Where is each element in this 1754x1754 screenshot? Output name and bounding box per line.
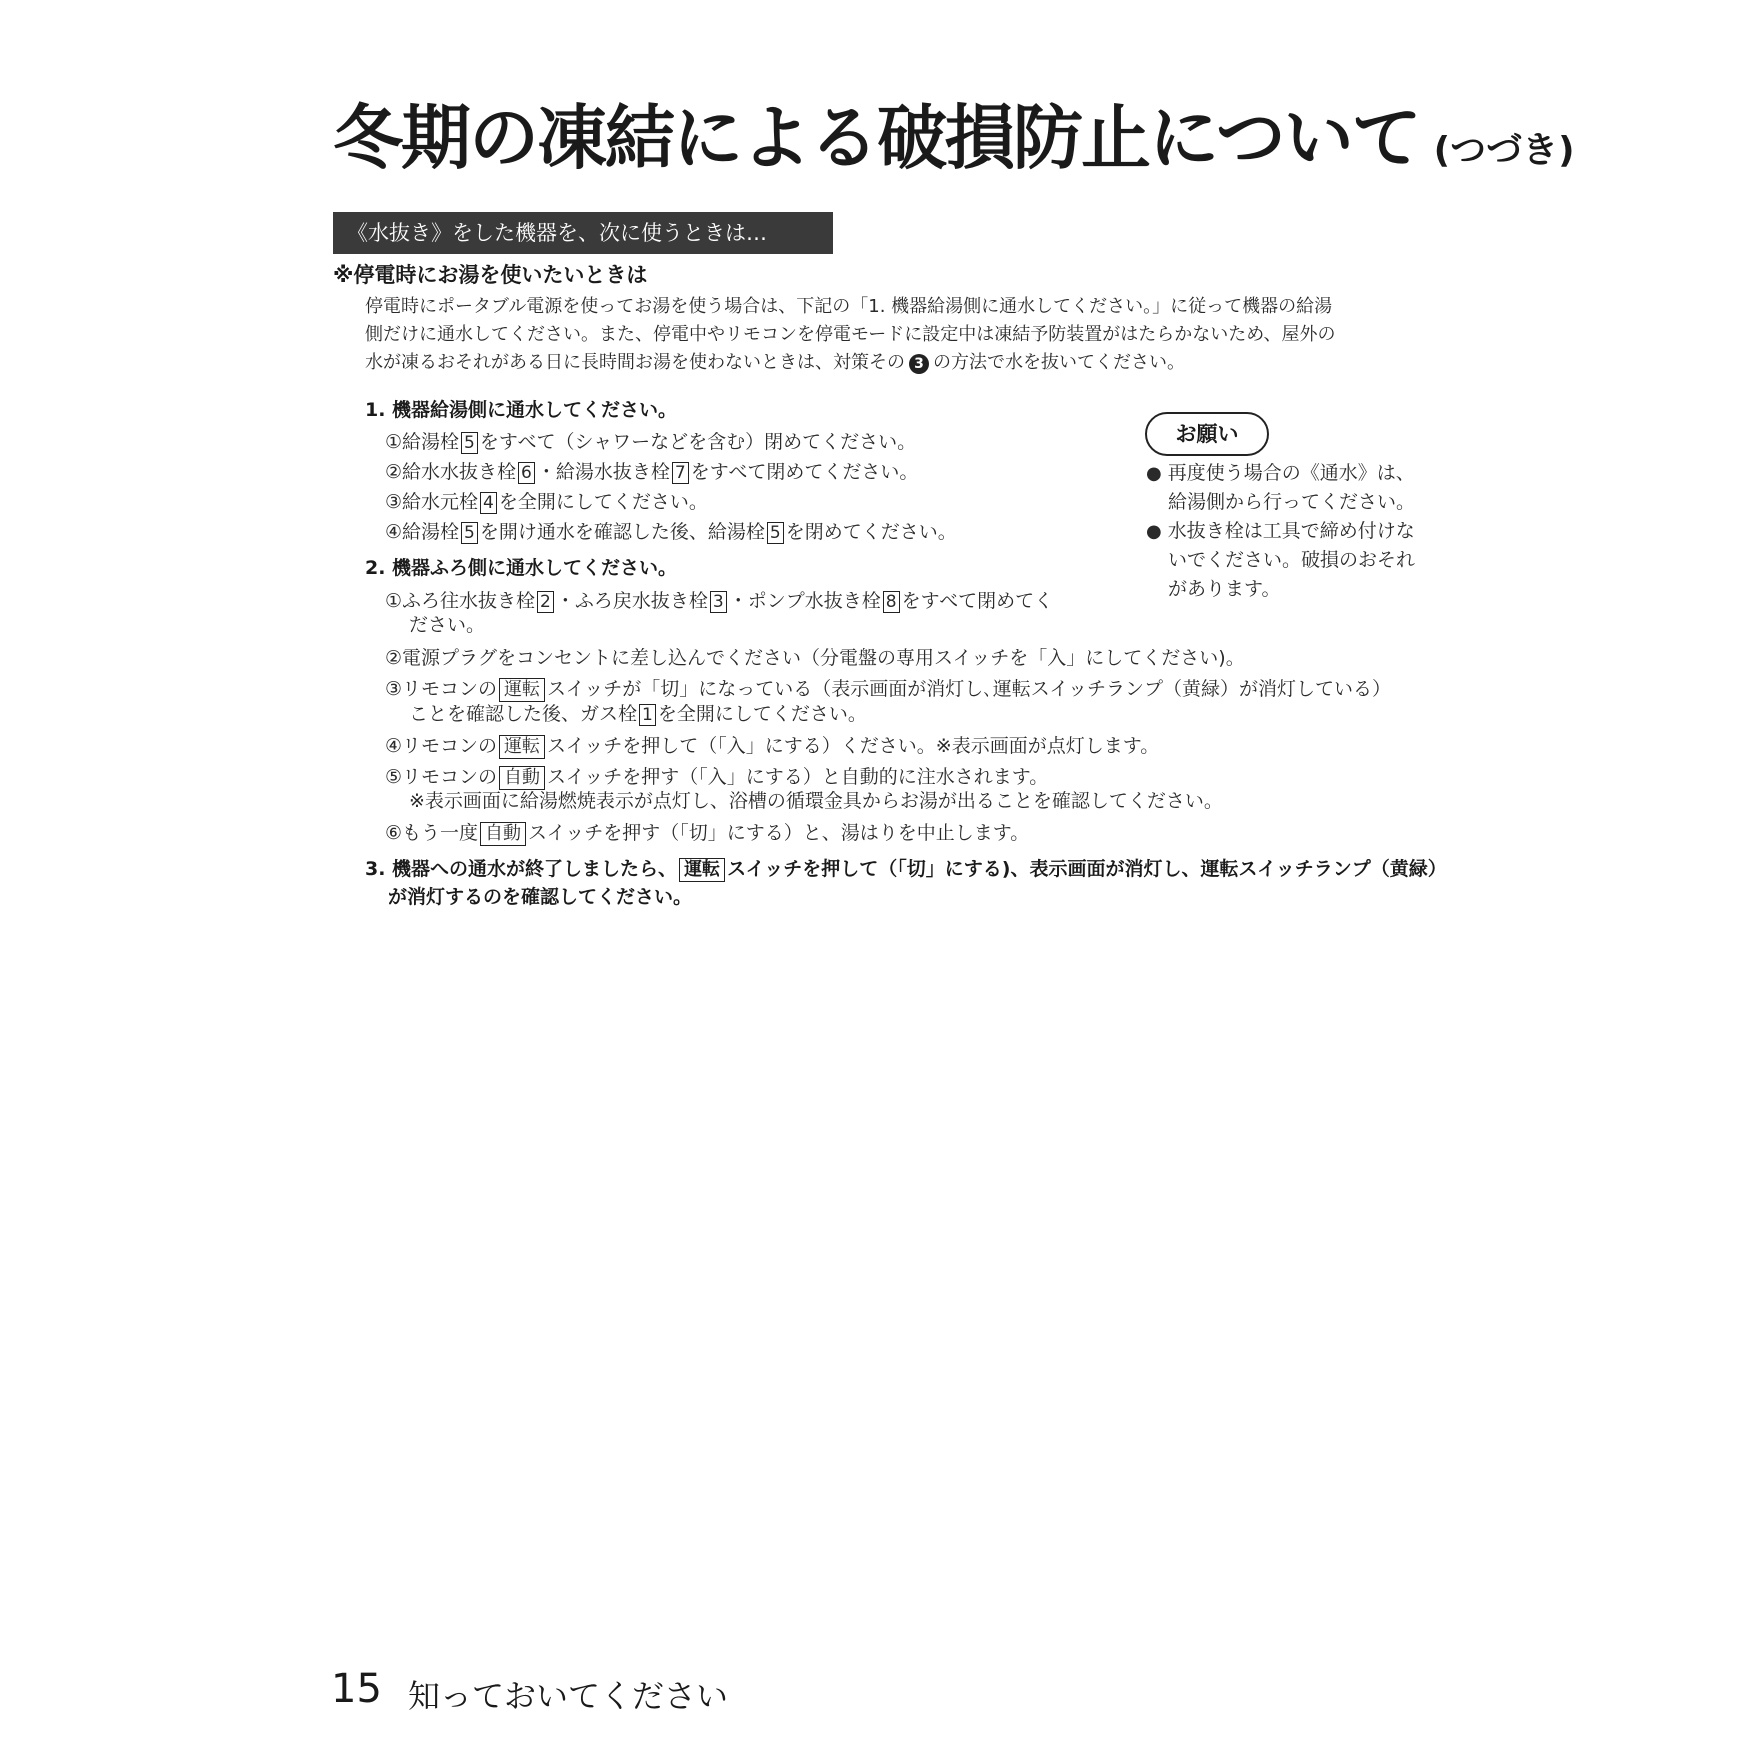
valve-number-box: 5 xyxy=(461,432,478,454)
item-text: ・ポンプ水抜き栓 xyxy=(728,590,881,612)
bullet-text: 再度使う場合の《通水》は、 xyxy=(1167,462,1415,484)
step1-item-3 xyxy=(385,487,708,514)
note-heading: ※停電時にお湯を使いたいときは xyxy=(333,263,648,287)
item-text: ・ふろ戻水抜き栓 xyxy=(555,590,708,612)
item-text: ・給湯水抜き栓 xyxy=(536,461,670,483)
item-text: を全開にしてください。 xyxy=(498,491,708,513)
step2-item-3 xyxy=(385,674,1391,702)
onegai-bullet-1 xyxy=(1146,458,1415,485)
onegai-bullet-2-cont2: があります。 xyxy=(1168,578,1281,600)
item-text: ことを確認した後、ガス栓 xyxy=(409,703,638,725)
item-text: をすべて閉めてく xyxy=(901,590,1054,612)
section-banner: 《水抜き》をした機器を、次に使うときは… xyxy=(333,212,833,254)
note-line-1: 停電時にポータブル電源を使ってお湯を使う場合は、下記の「1. 機器給湯側に通水してください。」に従って機器の給湯 xyxy=(365,296,1333,317)
valve-number-box: 7 xyxy=(672,462,689,484)
run-switch-label: 運転 xyxy=(499,678,545,702)
valve-number-box: 8 xyxy=(883,591,900,613)
item-text: 3. 機器への通水が終了しましたら、 xyxy=(365,858,678,880)
auto-switch-label: 自動 xyxy=(499,766,545,790)
valve-number-box: 6 xyxy=(518,462,535,484)
step3-line-1 xyxy=(365,854,1447,882)
step2-item-2: ②電源プラグをコンセントに差し込んでください（分電盤の専用スイッチを「入」にしてください)。 xyxy=(385,647,1245,669)
onegai-bullet-2 xyxy=(1146,516,1415,543)
title-main: 冬期の凍結による破損防止について xyxy=(333,97,1420,179)
item-text: スイッチが「切」になっている（表示画面が消灯し､運転スイッチランプ（黄緑）が消灯している） xyxy=(547,678,1392,700)
bullet-icon: ● xyxy=(1146,463,1162,484)
page-title xyxy=(333,82,1575,183)
step1-item-1 xyxy=(385,427,916,454)
auto-switch-label: 自動 xyxy=(480,822,526,846)
valve-number-box: 5 xyxy=(461,522,478,544)
valve-number-box: 5 xyxy=(767,522,784,544)
item-text: スイッチを押す（「入」にする）と自動的に注水されます。 xyxy=(547,766,1049,788)
item-text: をすべて閉めてください。 xyxy=(690,461,919,483)
item-text: を開け通水を確認した後、給湯栓 xyxy=(479,521,765,543)
run-switch-label: 運転 xyxy=(679,858,725,882)
page-number: 15 xyxy=(331,1666,382,1712)
step2-item-6 xyxy=(385,818,1029,846)
footer-section-title: 知っておいてください xyxy=(408,1677,729,1715)
title-sub: (つづき) xyxy=(1433,130,1575,171)
item-text: ①ふろ往水抜き栓 xyxy=(385,590,536,612)
step1-item-2 xyxy=(385,457,918,484)
onegai-bullet-1-cont: 給湯側から行ってください。 xyxy=(1168,491,1416,513)
onegai-bullet-2-cont: いでください。破損のおそれ xyxy=(1168,549,1416,571)
run-switch-label: 運転 xyxy=(499,735,545,759)
bullet-text: 水抜き栓は工具で締め付けな xyxy=(1167,520,1415,542)
item-text: ④リモコンの xyxy=(385,735,498,757)
item-text: を全開にしてください。 xyxy=(657,703,867,725)
valve-number-box: 2 xyxy=(537,591,554,613)
step2-item-3-cont xyxy=(409,699,867,726)
note-line-3-text: 水が凍るおそれがある日に長時間お湯を使わないときは、対策その xyxy=(365,352,905,373)
item-text: ⑥もう一度 xyxy=(385,822,479,844)
valve-number-box: 3 xyxy=(710,591,727,613)
step2-item-5-note: ※表示画面に給湯燃焼表示が点灯し、浴槽の循環金具からお湯が出ることを確認してください。 xyxy=(409,790,1223,812)
item-text: スイッチを押して（｢切」にする)、表示画面が消灯し、運転スイッチランプ（黄緑） xyxy=(727,858,1447,880)
valve-number-box: 4 xyxy=(480,492,497,514)
note-line-3 xyxy=(365,348,1185,374)
note-line-2: 側だけに通水してください。また、停電中やリモコンを停電モードに設定中は凍結予防装置がはたらかないため、屋外の xyxy=(365,324,1336,345)
step2-heading: 2. 機器ふろ側に通水してください。 xyxy=(365,557,678,579)
item-text: ③リモコンの xyxy=(385,678,498,700)
step2-item-4 xyxy=(385,731,1159,759)
valve-number-box: 1 xyxy=(639,704,656,726)
circled-number-badge: 3 xyxy=(909,354,929,374)
item-text: ⑤リモコンの xyxy=(385,766,498,788)
note-line-4-text: の方法で水を抜いてください。 xyxy=(933,352,1185,373)
bullet-icon: ● xyxy=(1146,521,1162,542)
item-text: スイッチを押して（｢入」にする）ください。※表示画面が点灯します。 xyxy=(547,735,1160,757)
item-text: を閉めてください。 xyxy=(785,521,957,543)
onegai-label: お願い xyxy=(1145,412,1269,456)
step2-item-1-cont: ださい。 xyxy=(409,614,486,636)
step3-line-2: が消灯するのを確認してください。 xyxy=(388,886,693,908)
item-text: ①給湯栓 xyxy=(385,431,460,453)
item-text: スイッチを押す（｢切」にする）と、湯はりを中止します。 xyxy=(528,822,1030,844)
item-text: ②給水水抜き栓 xyxy=(385,461,517,483)
step1-heading: 1. 機器給湯側に通水してください。 xyxy=(365,399,678,421)
step1-item-4 xyxy=(385,517,957,544)
item-text: をすべて（シャワーなどを含む）閉めてください。 xyxy=(479,431,917,453)
item-text: ④給湯栓 xyxy=(385,521,460,543)
item-text: ③給水元栓 xyxy=(385,491,479,513)
step2-item-1 xyxy=(385,586,1053,613)
